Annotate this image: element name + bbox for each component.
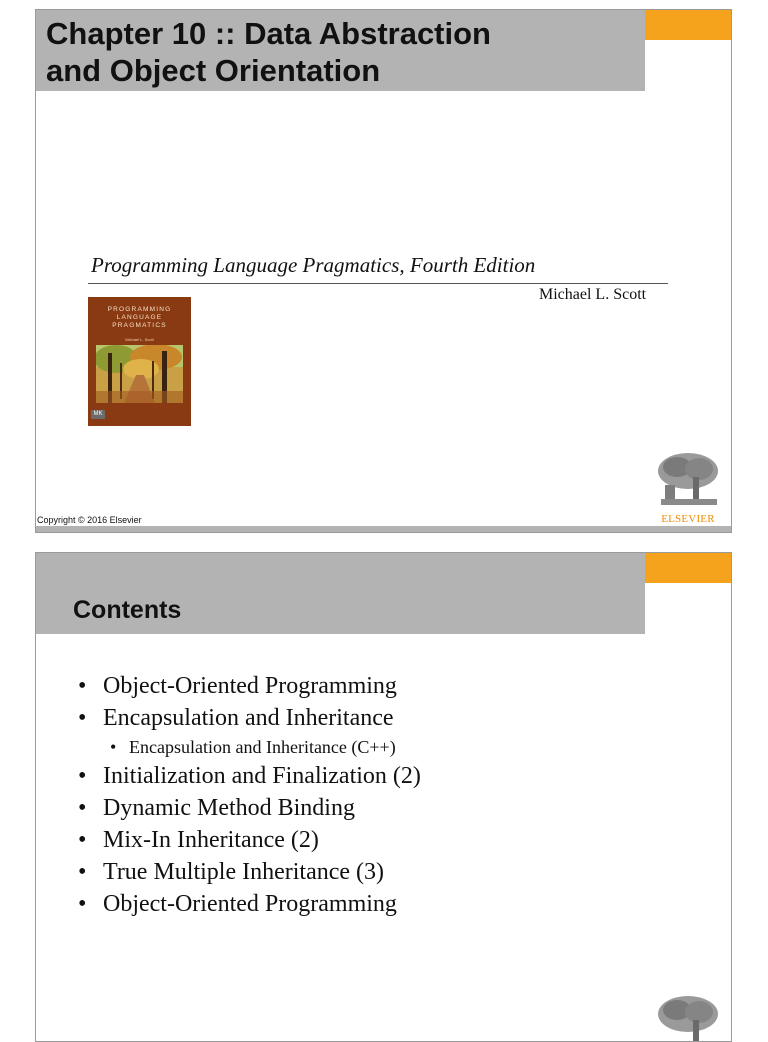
contents-slide xyxy=(35,552,732,1042)
publisher-name: ELSEVIER xyxy=(661,513,715,525)
elsevier-tree-icon xyxy=(655,451,721,511)
bullet-icon: • xyxy=(78,763,87,789)
cover-imprint: MK xyxy=(91,410,105,419)
accent-bar xyxy=(645,10,732,40)
footer-rule xyxy=(36,526,732,532)
list-item-text: True Multiple Inheritance (3) xyxy=(103,859,385,885)
list-item xyxy=(76,824,421,856)
list-item-text: Encapsulation and Inheritance (C++) xyxy=(129,737,396,757)
slide-title xyxy=(46,15,491,89)
title-slide xyxy=(35,9,732,533)
list-item xyxy=(76,702,421,734)
bullet-icon: • xyxy=(78,673,87,699)
title-bar xyxy=(36,553,645,634)
title-bar xyxy=(36,10,645,91)
list-item-text: Object-Oriented Programming xyxy=(103,891,397,917)
list-item xyxy=(76,856,421,888)
list-item-text: Object-Oriented Programming xyxy=(103,673,397,699)
slide-title-line1: Chapter 10 :: Data Abstraction xyxy=(46,16,491,51)
list-item xyxy=(76,792,421,824)
contents-title: Contents xyxy=(73,596,182,624)
slide-title-line2: and Object Orientation xyxy=(46,53,381,88)
bullet-icon: • xyxy=(78,827,87,853)
author-name: Michael L. Scott xyxy=(539,286,647,303)
bullet-icon: • xyxy=(78,705,87,731)
list-item xyxy=(76,760,421,792)
list-item xyxy=(76,670,421,702)
bullet-icon: • xyxy=(78,891,87,917)
book-title-rule xyxy=(88,283,668,284)
elsevier-tree-icon xyxy=(655,994,721,1042)
bullet-icon: • xyxy=(78,859,87,885)
cover-title-line3: PRAGMATICS xyxy=(112,322,167,329)
forest-image-icon xyxy=(96,345,183,403)
cover-author: Michael L. Scott xyxy=(125,337,154,342)
list-item-text: Dynamic Method Binding xyxy=(103,795,355,821)
accent-bar xyxy=(645,553,732,583)
list-item-text: Encapsulation and Inheritance xyxy=(103,705,394,731)
list-item xyxy=(76,888,421,920)
book-title: Programming Language Pragmatics, Fourth Edition xyxy=(91,253,536,277)
cover-title-line2: LANGUAGE xyxy=(116,314,163,321)
contents-list xyxy=(76,670,421,920)
elsevier-logo xyxy=(655,994,721,1042)
list-item-text: Mix-In Inheritance (2) xyxy=(103,827,319,853)
sub-list-item xyxy=(76,734,421,760)
bullet-icon: • xyxy=(78,795,87,821)
elsevier-logo xyxy=(655,451,721,529)
list-item-text: Initialization and Finalization (2) xyxy=(103,763,421,789)
book-cover xyxy=(88,297,191,426)
bullet-icon: • xyxy=(110,737,117,757)
copyright-notice: Copyright © 2016 Elsevier xyxy=(37,515,142,525)
cover-title-line1: PROGRAMMING xyxy=(107,306,172,313)
